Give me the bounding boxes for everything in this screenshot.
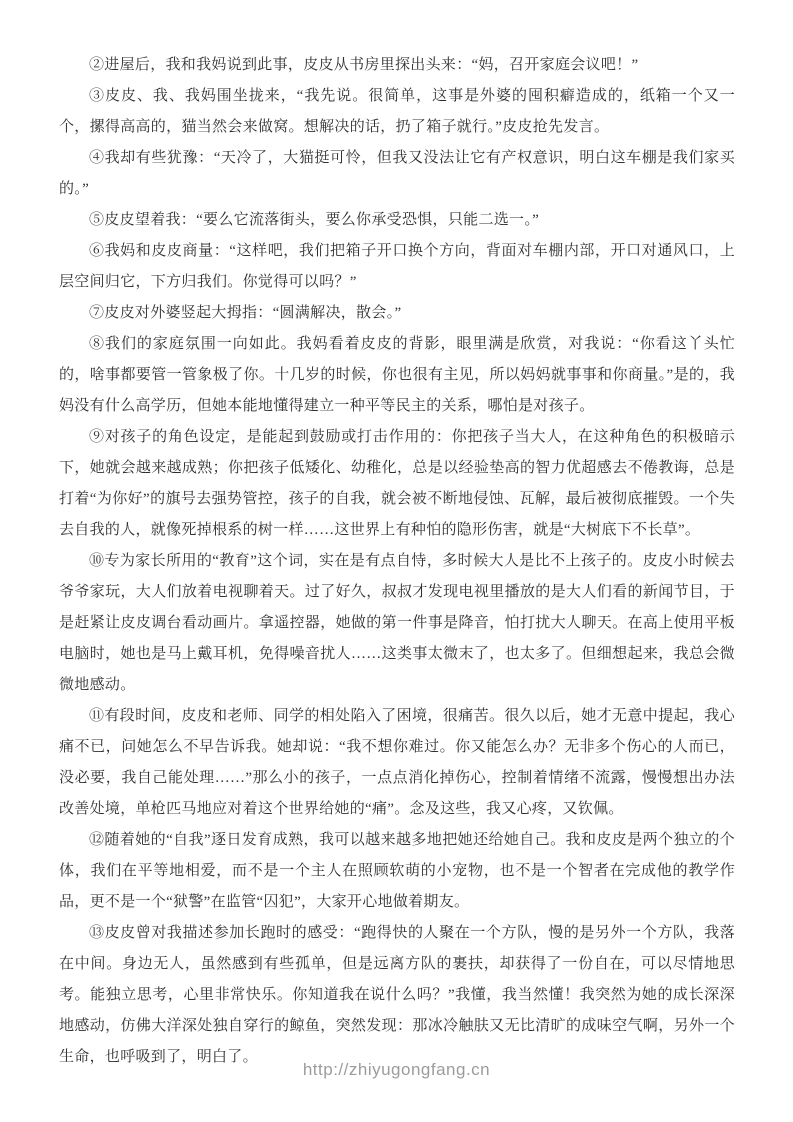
paragraph-6: ⑥我妈和皮皮商量：“这样吧，我们把箱子开口换个方向，背面对车棚内部，开口对通风口，上层空间归它，下方归我们。你觉得可以吗？”	[59, 243, 735, 290]
paragraph-7: ⑦皮皮对外婆竖起大拇指：“圆满解决，散会。”	[89, 305, 402, 321]
paragraph-9: ⑨对孩子的角色设定，是能起到鼓励或打击作用的：你把孩子当大人，在这种角色的积极暗示下，她就会越来越成熟；你把孩子低矮化、幼稚化，总是以经验垫高的智力优超感去不倦教诲，总是打着“为你好”的旗号去强势管控，孩子的自我，就会被不断地侵蚀、瓦解，最后被彻底摧毁。一个失去自我的人，就像死掉根系的树一样……这世界上有种怕的隐形伤害，就是“大树底下不长草”。	[59, 429, 735, 538]
paragraph-3: ③皮皮、我、我妈围坐拢来，“我先说。很简单，这事是外婆的囤积癖造成的，纸箱一个又一个，摞得高高的，猫当然会来做窝。想解决的话，扔了箱子就行。”皮皮抢先发言。	[59, 88, 735, 135]
paragraph-2: ②进屋后，我和我妈说到此事，皮皮从书房里探出头来：“妈，召开家庭会议吧！”	[89, 57, 639, 73]
paragraph-13: ⑬皮皮曾对我描述参加长跑时的感受：“跑得快的人聚在一个方队，慢的是另外一个方队，我落在中间。身边无人，虽然感到有些孤单，但是远离方队的裹扶，却获得了一份自在，可以尽情地思考。能独立思考，心里非常快乐。你知道我在说什么吗？”我懂，我当然懂！我突然为她的成长深深地感动，仿佛大洋深处独自穿行的鲸鱼，突然发现：那冰冷触肤又无比清旷的成味空气啊，另外一个生命，也呼吸到了，明白了。	[59, 925, 735, 1065]
paragraph-8: ⑧我们的家庭氛围一向如此。我妈看着皮皮的背影，眼里满是欣赏，对我说：“你看这丫头忙的，啥事都要管一管象极了你。十几岁的时候，你也很有主见，所以妈妈就事事和你商量。”是的，我妈没有什么高学历，但她本能地懂得建立一种平等民主的关系，哪怕是对孩子。	[59, 336, 735, 414]
footer-url: http://zhiyugongfang.cn	[302, 1060, 491, 1079]
paragraph-10: ⑩专为家长所用的“教育”这个词，实在是有点自恃，多时候大人是比不上孩子的。皮皮小时候去爷爷家玩，大人们放着电视聊着天。过了好久，叔叔才发现电视里播放的是大人们看的新闻节目，于是赶紧让皮皮调台看动画片。拿遥控器，她做的第一件事是降音，怕打扰大人聊天。在高上使用平板电脑时，她也是马上戴耳机，免得噪音扰人……这类事太微末了，也太多了。但细想起来，我总会微微地感动。	[59, 553, 735, 693]
page-footer	[0, 1060, 793, 1080]
paragraph-5: ⑤皮皮望着我：“要么它流落街头，要么你承受恐惧，只能二选一。”	[89, 212, 540, 228]
document-body	[59, 50, 735, 1073]
paragraph-12: ⑫随着她的“自我”逐日发育成熟，我可以越来越多地把她还给她自己。我和皮皮是两个独立的个体，我们在平等地相爱，而不是一个主人在照顾软萌的小宠物，也不是一个智者在完成他的教学作品，更不是一个“狱警”在监管“囚犯”，大家开心地做着期友。	[59, 832, 735, 910]
paragraph-11: ⑪有段时间，皮皮和老师、同学的相处陷入了困境，很痛苦。很久以后，她才无意中提起，我心痛不已，问她怎么不早告诉我。她却说：“我不想你难过。你又能怎么办？无非多个伤心的人而已，没必要，我自己能处理……”那么小的孩子，一点点消化掉伤心，控制着情绪不流露，慢慢想出办法改善处境，单枪匹马地应对着这个世界给她的“痛”。念及这些，我又心疼，又钦佩。	[59, 708, 735, 817]
paragraph-4: ④我却有些犹豫：“天冷了，大猫挺可怜，但我又没法让它有产权意识，明白这车棚是我们家买的。”	[59, 150, 735, 197]
